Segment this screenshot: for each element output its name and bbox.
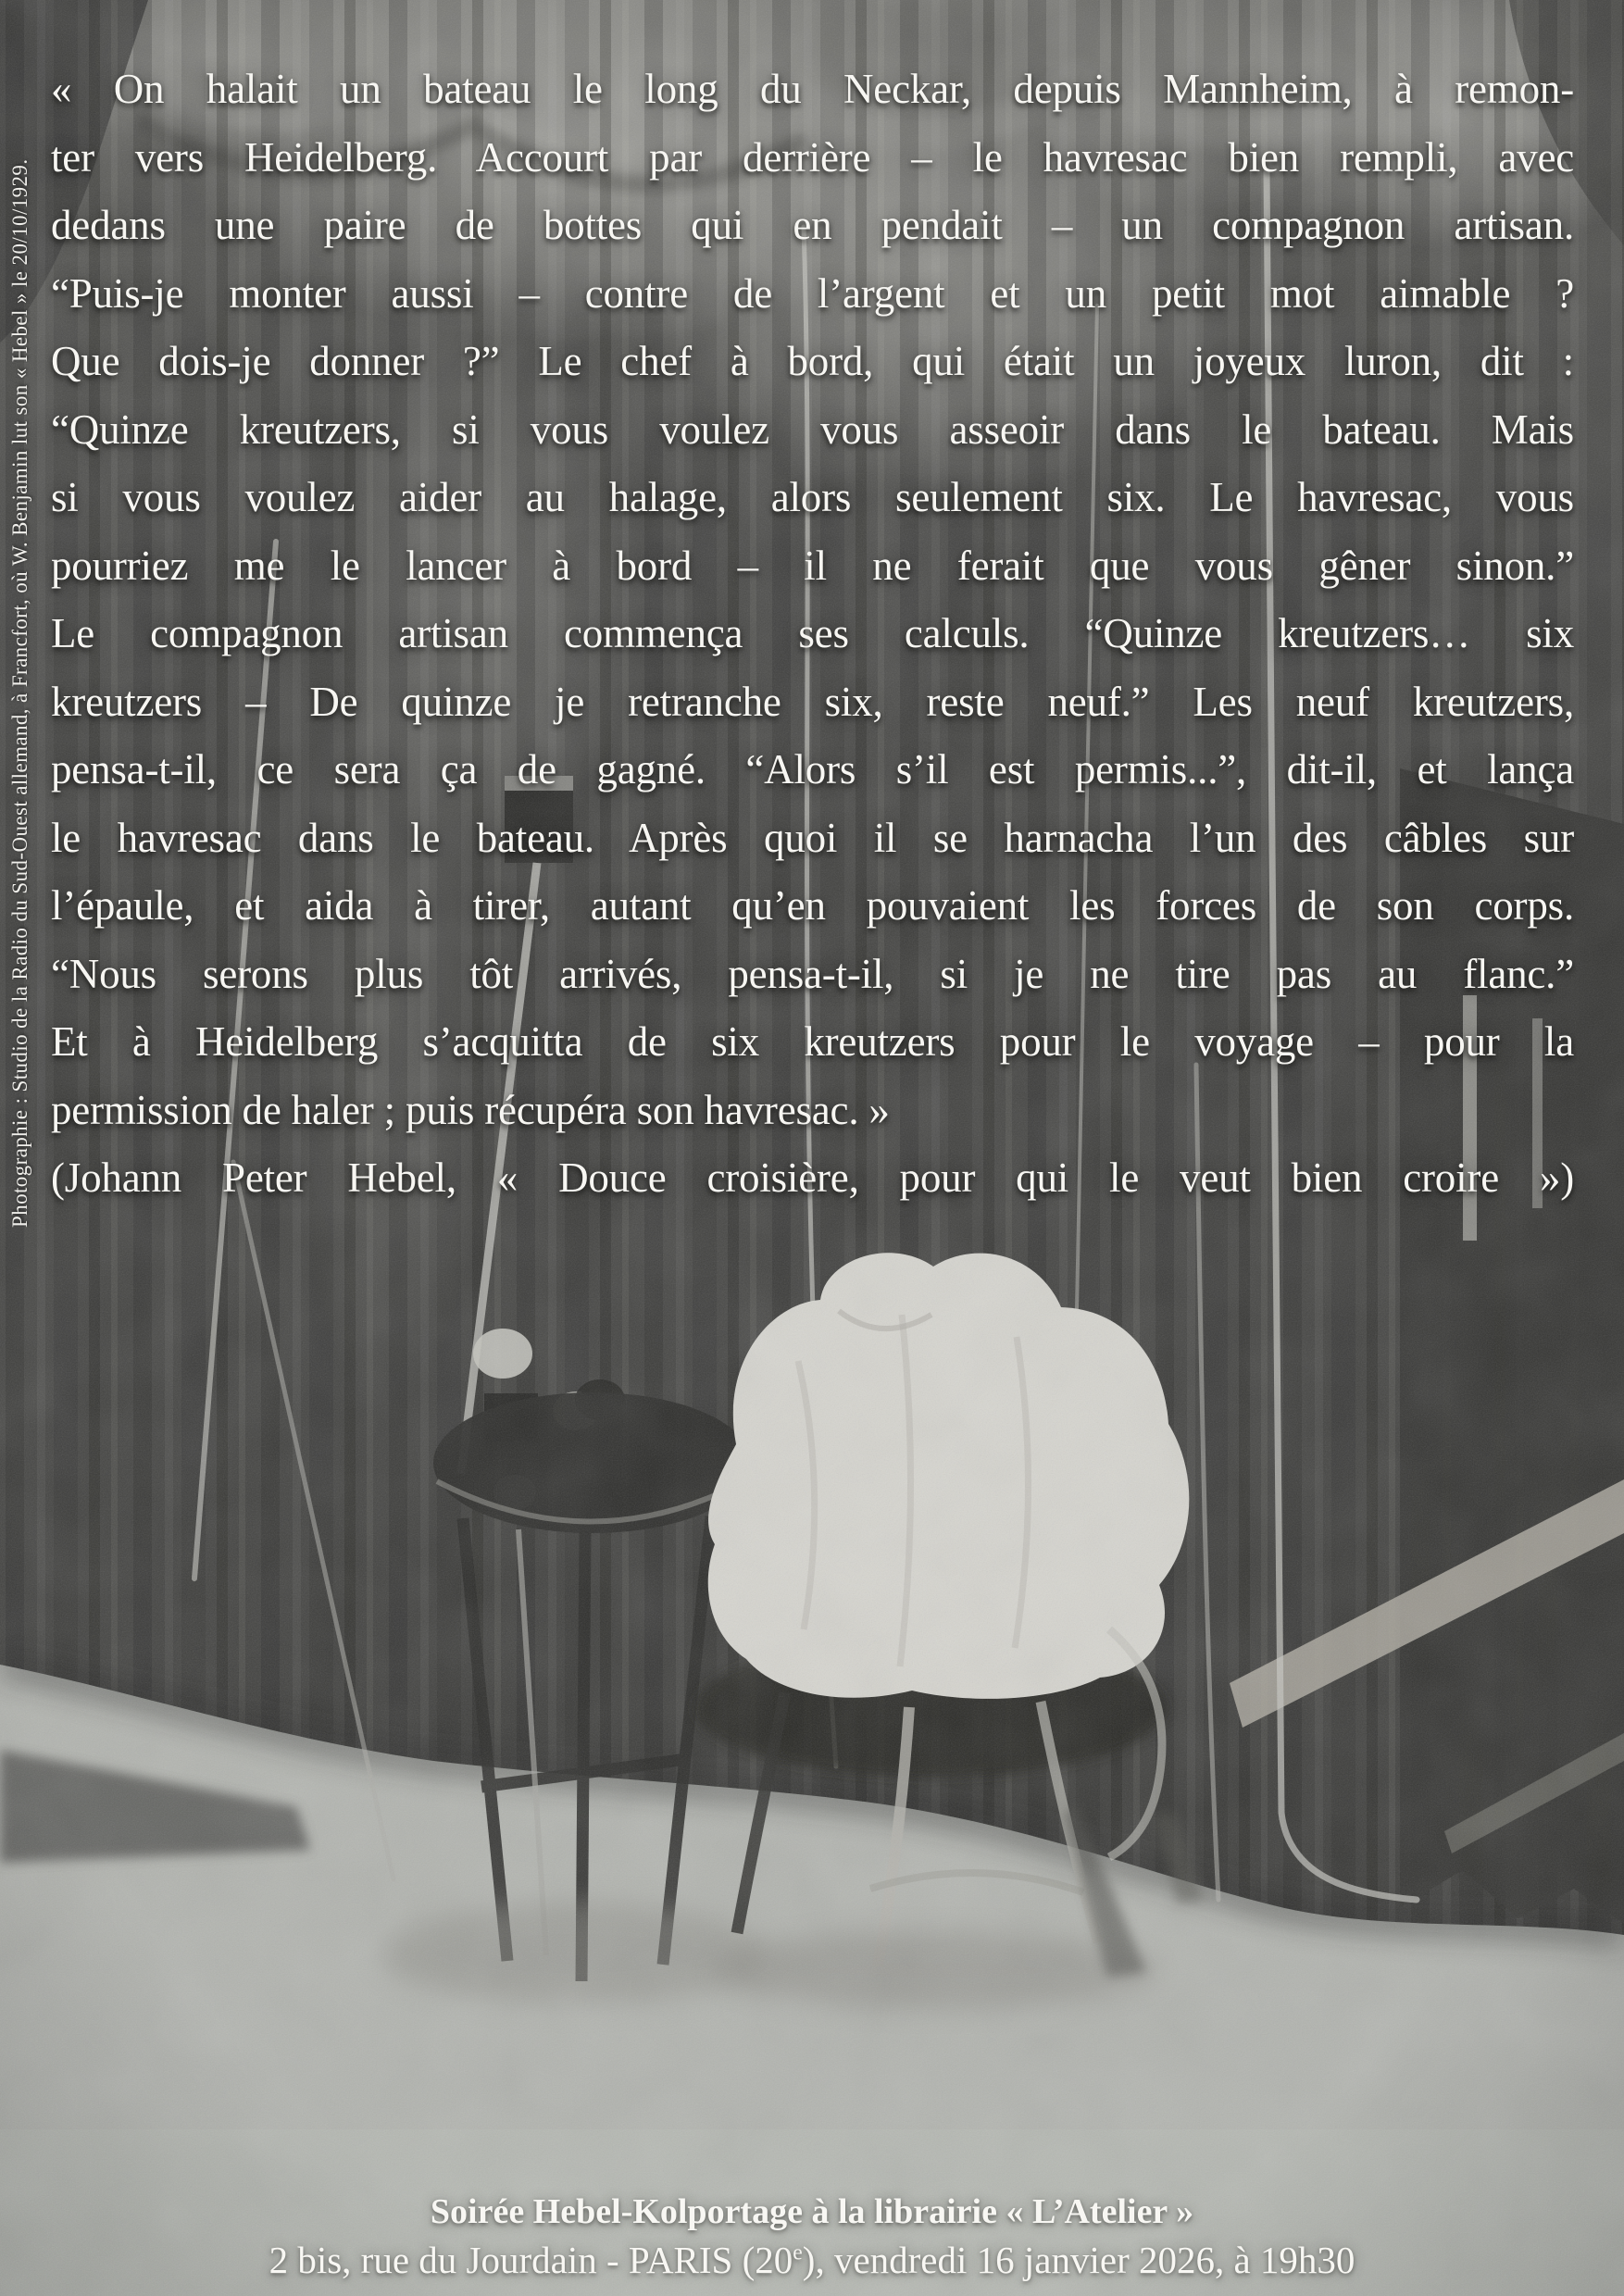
event-info: [0, 2189, 1624, 2285]
quote-line-7: si vous voulez aider au halage, alors seulement six. Le havresac, vous: [51, 474, 1574, 520]
quote-line-13: l’épaule, et aida à tirer, autant qu’en pouvaient les forces de son corps.: [51, 882, 1574, 929]
quote-line-10: kreutzers – De quinze je retranche six, reste neuf.” Les neuf kreutzers,: [51, 678, 1574, 725]
event-details: [0, 2235, 1624, 2285]
quote-line-14: “Nous serons plus tôt arrivés, pensa-t-il, si je ne tire pas au flanc.”: [51, 950, 1574, 997]
quote-line-9: Le compagnon artisan commença ses calculs. “Quinze kreutzers… six: [51, 610, 1574, 656]
quote-block: [51, 56, 1574, 1213]
quote-line-6: “Quinze kreutzers, si vous voulez vous asseoir dans le bateau. Mais: [51, 406, 1574, 453]
quote-line-3: dedans une paire de bottes qui en pendait – un compagnon artisan.: [51, 202, 1574, 248]
event-details-prefix: 2 bis, rue du Jourdain - PARIS (20: [269, 2239, 793, 2281]
quote-line-11: pensa-t-il, ce sera ça de gagné. “Alors s’il est permis...”, dit-il, et lança: [51, 746, 1574, 792]
quote-line-1: « On halait un bateau le long du Neckar, depuis Mannheim, à remon-: [51, 66, 1574, 112]
quote-line-4: “Puis-je monter aussi – contre de l’argent et un petit mot aimable ?: [51, 269, 1574, 317]
quote-attribution: (Johann Peter Hebel, « Douce croisière, pour qui le veut bien croire »): [51, 1154, 1574, 1201]
quote-line-16: permission de haler ; puis récupéra son havresac. »: [51, 1086, 890, 1133]
event-title: Soirée Hebel-Kolportage à la librairie « L’Atelier »: [430, 2192, 1194, 2231]
quote-line-15: Et à Heidelberg s’acquitta de six kreutzers pour le voyage – pour la: [51, 1018, 1574, 1065]
quote-line-2: ter vers Heidelberg. Accourt par derrière – le havresac bien rempli, avec: [51, 133, 1574, 181]
quote-line-8: pourriez me le lancer à bord – il ne ferait que vous gêner sinon.”: [51, 542, 1574, 589]
event-details-suffix: ), vendredi 16 janvier 2026, à 19h30: [802, 2239, 1355, 2281]
photo-credit: Photographie : Studio de la Radio du Sud-Ouest allemand, à Francfort, où W. Benjamin lut son « Hebel » le 20/10/1929.: [8, 158, 31, 1228]
quote-line-12: le havresac dans le bateau. Après quoi il se harnacha l’un des câbles sur: [51, 814, 1574, 861]
quote-line-5: Que dois-je donner ?” Le chef à bord, qui était un joyeux luron, dit :: [51, 338, 1574, 384]
arrondissement-superscript: e: [793, 2240, 803, 2265]
